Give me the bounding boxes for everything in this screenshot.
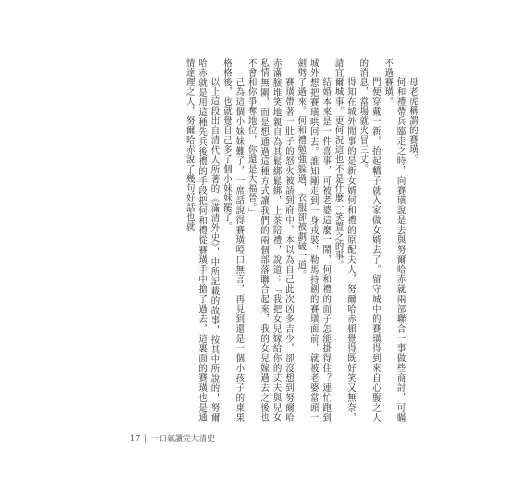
page-number: 17 [130, 434, 141, 443]
paragraph-3: 門便穿戴一新，抬起轎子就入家做女婿去了。留守城中的賽璜得到來自心腹之人的消息，當場就火冒三丈。 [357, 58, 381, 422]
paragraph-1: 母老虎稱謂的賽璜。 [407, 76, 418, 164]
paragraph-5: 結婚本來是一件喜事，可被老婆這麼一鬧，何和禮的面子怎能掛得住？連忙跑到城外想把賽璜哄回去。誰知剛走到一身戎裝，勒馬持劍的賽璜面前，就被老婆當頭一劍劈了過來。何和禮勉強躲過，衣服卻被劃破一道。 [295, 58, 332, 422]
vertical-text-block [135, 58, 418, 422]
paragraph-6: 賽璜帶著一肚子的怒火被請到府中，本以為自己此次凶多吉少，卻沒想到努爾哈赤滿臉堆笑地親自為其鬆綁鬆綁，上茶陪禮，說道：「我把女兒嫁給你的丈夫與兒女私情無關，而是想通過這種方式讓我們的兩個部落聯合起來，我的女兒嫁過去之後也不會和你爭奪地位，你還是大福晉。」 [245, 58, 294, 422]
page-footer [130, 433, 215, 444]
footer-separator: | [144, 434, 147, 443]
paragraph-7: 己為這個小妹妹難了，一席話說得賽璜啞口無言，再見到還是一個小孩子的東果格格後，也就覺自己多了個小妹妹罷了。 [220, 58, 245, 422]
paragraph-8: 以上這段出自清代人所著的《滿清外史》，中所記載的故事，按其中所說的，努爾哈赤就是用這種先兵後禮的手段把何和禮從賽璜手中搶了過去，這裏面的賽璜也是通情達理之人，努爾哈赤說了幾句好話也就 [183, 58, 220, 422]
paragraph-2: 何和禮帶兵臨走之時，向賽璜說是去與努爾哈赤就兩部聯合一事做些商討，可瞞不過賽璜。 [382, 58, 406, 422]
book-title: 一口氣讀完大清史 [150, 434, 215, 443]
paragraph-4: 得知在城外閒事的是新女婿何和禮的原配夫人，努爾哈赤頓覺得既好笑又無奈，請宜爾城事。更何況這也不是什麼一笑置之的事。 [332, 58, 356, 422]
